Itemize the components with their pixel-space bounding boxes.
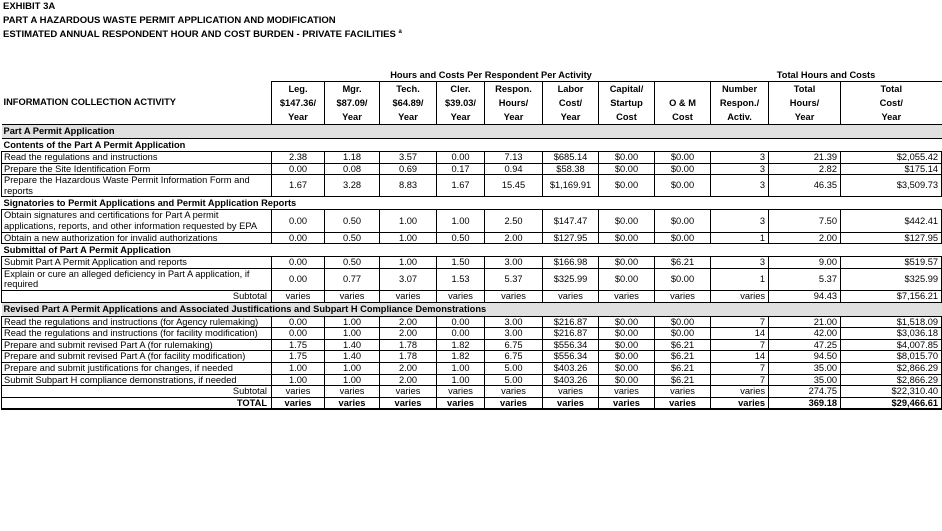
value-cell: $0.00 bbox=[599, 210, 655, 232]
value-cell: 1.00 bbox=[325, 374, 380, 386]
value-cell: 5.00 bbox=[485, 362, 543, 374]
value-cell: $1,169.91 bbox=[543, 175, 599, 197]
column-header bbox=[841, 82, 942, 125]
column-header-line: Leg. bbox=[288, 84, 308, 94]
total-label: TOTAL bbox=[2, 397, 272, 409]
value-cell: $58.38 bbox=[543, 163, 599, 175]
value-cell: 5.00 bbox=[485, 374, 543, 386]
value-cell: 6.75 bbox=[485, 351, 543, 363]
value-cell: 7 bbox=[711, 362, 769, 374]
value-cell: 2.50 bbox=[485, 210, 543, 232]
value-cell: 9.00 bbox=[769, 257, 841, 269]
total-cell: varies bbox=[380, 397, 437, 409]
subtotal-row bbox=[2, 290, 942, 302]
value-cell: $2,055.42 bbox=[841, 152, 942, 164]
value-cell: 14 bbox=[711, 328, 769, 340]
column-header bbox=[655, 82, 711, 125]
total-cell: varies bbox=[485, 397, 543, 409]
value-cell: 42.00 bbox=[769, 328, 841, 340]
subtotal-label: Subtotal bbox=[2, 386, 272, 398]
table-title: PART A HAZARDOUS WASTE PERMIT APPLICATION AND MODIFICATION bbox=[3, 15, 336, 26]
subtotal-cell: varies bbox=[599, 386, 655, 398]
value-cell: $6.21 bbox=[655, 339, 711, 351]
column-header-line: Respon. bbox=[495, 84, 532, 94]
value-cell: 0.94 bbox=[485, 163, 543, 175]
value-cell: 2.00 bbox=[485, 232, 543, 244]
value-cell: 7 bbox=[711, 339, 769, 351]
column-header-line bbox=[657, 82, 708, 96]
table-row bbox=[2, 328, 942, 340]
value-cell: 7.13 bbox=[485, 152, 543, 164]
value-cell: 2.00 bbox=[380, 328, 437, 340]
column-header bbox=[543, 82, 599, 125]
value-cell: 0.50 bbox=[325, 210, 380, 232]
subtotal-cell: varies bbox=[437, 290, 485, 302]
table-row bbox=[2, 374, 942, 386]
value-cell: 3 bbox=[711, 257, 769, 269]
value-cell: 6.75 bbox=[485, 339, 543, 351]
value-cell: 5.37 bbox=[769, 268, 841, 290]
subtotal-cell: varies bbox=[325, 386, 380, 398]
column-header-line: Respon./ bbox=[719, 98, 760, 108]
activity-cell: Read the regulations and instructions (for Agency rulemaking) bbox=[2, 316, 272, 328]
table-row bbox=[2, 316, 942, 328]
column-header-line: Total bbox=[793, 84, 816, 94]
value-cell: $0.00 bbox=[599, 316, 655, 328]
value-cell: $0.00 bbox=[655, 175, 711, 197]
value-cell: 1.00 bbox=[437, 362, 485, 374]
table-row bbox=[2, 351, 942, 363]
value-cell: 94.50 bbox=[769, 351, 841, 363]
subtotal-row bbox=[2, 386, 942, 398]
table-row bbox=[2, 362, 942, 374]
value-cell: 3.00 bbox=[485, 257, 543, 269]
activity-cell: Prepare and submit revised Part A (for rulemaking) bbox=[2, 339, 272, 351]
column-header-row bbox=[2, 82, 942, 125]
activity-column-header: INFORMATION COLLECTION ACTIVITY bbox=[3, 97, 176, 108]
value-cell: $0.00 bbox=[599, 362, 655, 374]
value-cell: 1 bbox=[711, 268, 769, 290]
burden-table bbox=[1, 69, 942, 410]
value-cell: 1.00 bbox=[325, 328, 380, 340]
value-cell: 2.00 bbox=[769, 232, 841, 244]
value-cell: 2.82 bbox=[769, 163, 841, 175]
column-header bbox=[325, 82, 380, 125]
value-cell: 1.00 bbox=[437, 210, 485, 232]
value-cell: $0.00 bbox=[599, 152, 655, 164]
value-cell: $0.00 bbox=[599, 175, 655, 197]
value-cell: 0.00 bbox=[437, 328, 485, 340]
column-header-line: Capital/ bbox=[609, 84, 644, 94]
value-cell: 5.37 bbox=[485, 268, 543, 290]
column-header bbox=[272, 82, 325, 125]
column-header-line: Cost/ bbox=[558, 98, 583, 108]
column-header-line: Labor bbox=[557, 84, 584, 94]
activity-cell: Explain or cure an alleged deficiency in Part A application, if required bbox=[2, 268, 272, 290]
value-cell: 1.78 bbox=[380, 351, 437, 363]
value-cell: 14 bbox=[711, 351, 769, 363]
value-cell: $403.26 bbox=[543, 362, 599, 374]
value-cell: 7 bbox=[711, 374, 769, 386]
value-cell: 2.00 bbox=[380, 374, 437, 386]
value-cell: 0.00 bbox=[272, 316, 325, 328]
value-cell: 3 bbox=[711, 152, 769, 164]
subtotal-cell: varies bbox=[325, 290, 380, 302]
column-header-line: Mgr. bbox=[342, 84, 362, 94]
section-header-row bbox=[2, 125, 942, 139]
subtotal-label: Subtotal bbox=[2, 290, 272, 302]
value-cell: $2,866.29 bbox=[841, 362, 942, 374]
value-cell: $127.95 bbox=[543, 232, 599, 244]
value-cell: 1.00 bbox=[325, 362, 380, 374]
column-header bbox=[711, 82, 769, 125]
total-cell: varies bbox=[599, 397, 655, 409]
value-cell: 0.00 bbox=[272, 328, 325, 340]
subsection-title: Submittal of Part A Permit Application bbox=[2, 244, 942, 257]
value-cell: 3 bbox=[711, 163, 769, 175]
value-cell: $0.00 bbox=[599, 339, 655, 351]
column-header-line: $147.36/ bbox=[279, 98, 317, 108]
subtotal-cell: varies bbox=[380, 290, 437, 302]
value-cell: $6.21 bbox=[655, 374, 711, 386]
value-cell: 1.00 bbox=[325, 316, 380, 328]
section-title: Part A Permit Application bbox=[2, 125, 942, 139]
total-cell: varies bbox=[272, 397, 325, 409]
value-cell: 2.00 bbox=[380, 362, 437, 374]
activity-cell: Read the regulations and instructions (for facility modification) bbox=[2, 328, 272, 340]
section-header-row bbox=[2, 302, 942, 316]
value-cell: $0.00 bbox=[655, 232, 711, 244]
value-cell: $0.00 bbox=[599, 328, 655, 340]
value-cell: 0.00 bbox=[272, 257, 325, 269]
table-row bbox=[2, 339, 942, 351]
value-cell: 15.45 bbox=[485, 175, 543, 197]
column-header-line: Startup bbox=[610, 98, 643, 108]
value-cell: $6.21 bbox=[655, 257, 711, 269]
column-header-line: $64.89/ bbox=[392, 98, 424, 108]
subtotal-cell: $7,156.21 bbox=[841, 290, 942, 302]
subtitle-text: ESTIMATED ANNUAL RESPONDENT HOUR AND COST BURDEN - PRIVATE FACILITIES bbox=[3, 29, 396, 41]
column-header-line: Year bbox=[881, 112, 902, 122]
totals-group-header: Total Hours and Costs bbox=[711, 69, 942, 82]
value-cell: 1.82 bbox=[437, 351, 485, 363]
value-cell: 1 bbox=[711, 232, 769, 244]
value-cell: 3.00 bbox=[485, 328, 543, 340]
value-cell: 1.40 bbox=[325, 351, 380, 363]
subtotal-cell: varies bbox=[485, 386, 543, 398]
value-cell: 1.67 bbox=[272, 175, 325, 197]
value-cell: 0.50 bbox=[325, 232, 380, 244]
value-cell: 1.75 bbox=[272, 351, 325, 363]
column-header bbox=[769, 82, 841, 125]
value-cell: 0.00 bbox=[437, 152, 485, 164]
subtotal-cell: varies bbox=[599, 290, 655, 302]
subtotal-cell: varies bbox=[655, 386, 711, 398]
exhibit-label: EXHIBIT 3A bbox=[3, 1, 56, 12]
value-cell: $556.34 bbox=[543, 339, 599, 351]
activity-cell: Obtain signatures and certifications for Part A permit applications, reports, and other information requested by EPA bbox=[2, 210, 272, 232]
value-cell: 1.18 bbox=[325, 152, 380, 164]
subtotal-cell: 94.43 bbox=[769, 290, 841, 302]
column-header bbox=[437, 82, 485, 125]
table-row bbox=[2, 175, 942, 197]
value-cell: 35.00 bbox=[769, 362, 841, 374]
subtotal-cell: 274.75 bbox=[769, 386, 841, 398]
column-group-row bbox=[2, 69, 942, 82]
value-cell: $6.21 bbox=[655, 351, 711, 363]
value-cell: $175.14 bbox=[841, 163, 942, 175]
subtotal-cell: varies bbox=[272, 386, 325, 398]
value-cell: $0.00 bbox=[655, 316, 711, 328]
value-cell: 1.00 bbox=[272, 362, 325, 374]
value-cell: 2.00 bbox=[380, 316, 437, 328]
column-header bbox=[485, 82, 543, 125]
value-cell: $0.00 bbox=[599, 232, 655, 244]
value-cell: 3 bbox=[711, 175, 769, 197]
table-row bbox=[2, 257, 942, 269]
value-cell: $685.14 bbox=[543, 152, 599, 164]
column-header-line: Number bbox=[721, 84, 758, 94]
subtotal-cell: varies bbox=[711, 290, 769, 302]
value-cell: 1.50 bbox=[437, 257, 485, 269]
value-cell: $2,866.29 bbox=[841, 374, 942, 386]
column-header-line: Cler. bbox=[450, 84, 471, 94]
value-cell: 1.82 bbox=[437, 339, 485, 351]
value-cell: 3.00 bbox=[485, 316, 543, 328]
value-cell: 7.50 bbox=[769, 210, 841, 232]
value-cell: 21.00 bbox=[769, 316, 841, 328]
total-row bbox=[2, 397, 942, 409]
value-cell: $0.00 bbox=[655, 328, 711, 340]
total-cell: varies bbox=[655, 397, 711, 409]
section-title: Revised Part A Permit Applications and Associated Justifications and Subpart H Compliance Demonstrations bbox=[2, 302, 942, 316]
value-cell: $0.00 bbox=[599, 257, 655, 269]
column-header-line: Year bbox=[794, 112, 815, 122]
column-header-line: Year bbox=[398, 112, 418, 122]
value-cell: 1.00 bbox=[272, 374, 325, 386]
value-cell: $127.95 bbox=[841, 232, 942, 244]
value-cell: 0.00 bbox=[437, 316, 485, 328]
value-cell: 3.28 bbox=[325, 175, 380, 197]
column-header-line: Cost bbox=[672, 112, 693, 122]
value-cell: 0.00 bbox=[272, 232, 325, 244]
column-header-line: O & M bbox=[669, 98, 696, 108]
value-cell: 3.07 bbox=[380, 268, 437, 290]
total-cell: 369.18 bbox=[769, 397, 841, 409]
value-cell: 1.78 bbox=[380, 339, 437, 351]
value-cell: 0.00 bbox=[272, 268, 325, 290]
subtotal-cell: varies bbox=[437, 386, 485, 398]
value-cell: $325.99 bbox=[543, 268, 599, 290]
subtotal-cell: $22,310.40 bbox=[841, 386, 942, 398]
value-cell: $6.21 bbox=[655, 362, 711, 374]
value-cell: $4,007.85 bbox=[841, 339, 942, 351]
value-cell: $8,015.70 bbox=[841, 351, 942, 363]
value-cell: 46.35 bbox=[769, 175, 841, 197]
activity-cell: Prepare and submit revised Part A (for facility modification) bbox=[2, 351, 272, 363]
column-header-line: Activ. bbox=[727, 112, 752, 122]
value-cell: 3.57 bbox=[380, 152, 437, 164]
value-cell: 0.08 bbox=[325, 163, 380, 175]
value-cell: 21.39 bbox=[769, 152, 841, 164]
table-row bbox=[2, 210, 942, 232]
footnote-mark: a bbox=[398, 29, 402, 35]
value-cell: 1.75 bbox=[272, 339, 325, 351]
value-cell: $442.41 bbox=[841, 210, 942, 232]
subtotal-cell: varies bbox=[655, 290, 711, 302]
value-cell: $3,509.73 bbox=[841, 175, 942, 197]
table-row bbox=[2, 232, 942, 244]
subsection-title: Signatories to Permit Applications and Permit Application Reports bbox=[2, 197, 942, 210]
value-cell: 0.50 bbox=[437, 232, 485, 244]
subsection-title: Contents of the Part A Permit Application bbox=[2, 139, 942, 152]
value-cell: 8.83 bbox=[380, 175, 437, 197]
subtotal-cell: varies bbox=[711, 386, 769, 398]
value-cell: 1.00 bbox=[380, 210, 437, 232]
value-cell: 1.53 bbox=[437, 268, 485, 290]
value-cell: 1.40 bbox=[325, 339, 380, 351]
value-cell: $0.00 bbox=[599, 374, 655, 386]
value-cell: $1,518.09 bbox=[841, 316, 942, 328]
total-cell: varies bbox=[325, 397, 380, 409]
value-cell: $3,036.18 bbox=[841, 328, 942, 340]
value-cell: 0.00 bbox=[272, 210, 325, 232]
table-row bbox=[2, 268, 942, 290]
column-header-line: Hours/ bbox=[789, 98, 820, 108]
value-cell: $216.87 bbox=[543, 328, 599, 340]
activity-cell: Submit Subpart H compliance demonstrations, if needed bbox=[2, 374, 272, 386]
subtotal-cell: varies bbox=[272, 290, 325, 302]
value-cell: $0.00 bbox=[655, 152, 711, 164]
value-cell: 1.67 bbox=[437, 175, 485, 197]
value-cell: 1.00 bbox=[380, 257, 437, 269]
total-cell: varies bbox=[711, 397, 769, 409]
value-cell: 1.00 bbox=[437, 374, 485, 386]
value-cell: $0.00 bbox=[599, 351, 655, 363]
column-header-line: Tech. bbox=[396, 84, 420, 94]
value-cell: 0.50 bbox=[325, 257, 380, 269]
column-header-line: Total bbox=[880, 84, 903, 94]
activity-cell: Prepare and submit justifications for changes, if needed bbox=[2, 362, 272, 374]
value-cell: $325.99 bbox=[841, 268, 942, 290]
column-header bbox=[380, 82, 437, 125]
column-header-line: $39.03/ bbox=[444, 98, 477, 108]
value-cell: 47.25 bbox=[769, 339, 841, 351]
table-body bbox=[2, 125, 942, 410]
value-cell: $0.00 bbox=[599, 268, 655, 290]
value-cell: $0.00 bbox=[655, 268, 711, 290]
value-cell: $216.87 bbox=[543, 316, 599, 328]
subtotal-cell: varies bbox=[543, 386, 599, 398]
value-cell: $0.00 bbox=[599, 163, 655, 175]
activity-cell: Prepare the Site Identification Form bbox=[2, 163, 272, 175]
column-header-line: Year bbox=[450, 112, 471, 122]
subtotal-cell: varies bbox=[543, 290, 599, 302]
subtotal-cell: varies bbox=[485, 290, 543, 302]
value-cell: 1.00 bbox=[380, 232, 437, 244]
subsection-header-row bbox=[2, 197, 942, 210]
table-row bbox=[2, 152, 942, 164]
column-header-line: Year bbox=[342, 112, 362, 122]
table-row bbox=[2, 163, 942, 175]
value-cell: $0.00 bbox=[655, 163, 711, 175]
value-cell: $556.34 bbox=[543, 351, 599, 363]
value-cell: 35.00 bbox=[769, 374, 841, 386]
value-cell: 3 bbox=[711, 210, 769, 232]
value-cell: $147.47 bbox=[543, 210, 599, 232]
column-header-line: Year bbox=[503, 112, 524, 122]
subsection-header-row bbox=[2, 244, 942, 257]
value-cell: $403.26 bbox=[543, 374, 599, 386]
total-cell: $29,466.61 bbox=[841, 397, 942, 409]
column-header-line: $87.09/ bbox=[336, 98, 368, 108]
table-subtitle bbox=[3, 29, 402, 40]
column-header-line: Year bbox=[560, 112, 581, 122]
per-respondent-group-header: Hours and Costs Per Respondent Per Activity bbox=[272, 69, 711, 82]
subtotal-cell: varies bbox=[380, 386, 437, 398]
activity-cell: Prepare the Hazardous Waste Permit Information Form and reports bbox=[2, 175, 272, 197]
value-cell: 2.38 bbox=[272, 152, 325, 164]
column-header-line: Cost/ bbox=[879, 98, 903, 108]
subsection-header-row bbox=[2, 139, 942, 152]
value-cell: 0.69 bbox=[380, 163, 437, 175]
value-cell: 0.00 bbox=[272, 163, 325, 175]
total-cell: varies bbox=[543, 397, 599, 409]
value-cell: $166.98 bbox=[543, 257, 599, 269]
value-cell: $519.57 bbox=[841, 257, 942, 269]
column-header-line: Year bbox=[288, 112, 308, 122]
value-cell: 0.17 bbox=[437, 163, 485, 175]
activity-cell: Submit Part A Permit Application and reports bbox=[2, 257, 272, 269]
column-header bbox=[599, 82, 655, 125]
activity-cell: Obtain a new authorization for invalid authorizations bbox=[2, 232, 272, 244]
value-cell: 7 bbox=[711, 316, 769, 328]
value-cell: $0.00 bbox=[655, 210, 711, 232]
activity-cell: Read the regulations and instructions bbox=[2, 152, 272, 164]
total-cell: varies bbox=[437, 397, 485, 409]
column-header-line: Hours/ bbox=[498, 98, 529, 108]
value-cell: 0.77 bbox=[325, 268, 380, 290]
column-header-line: Cost bbox=[616, 112, 637, 122]
